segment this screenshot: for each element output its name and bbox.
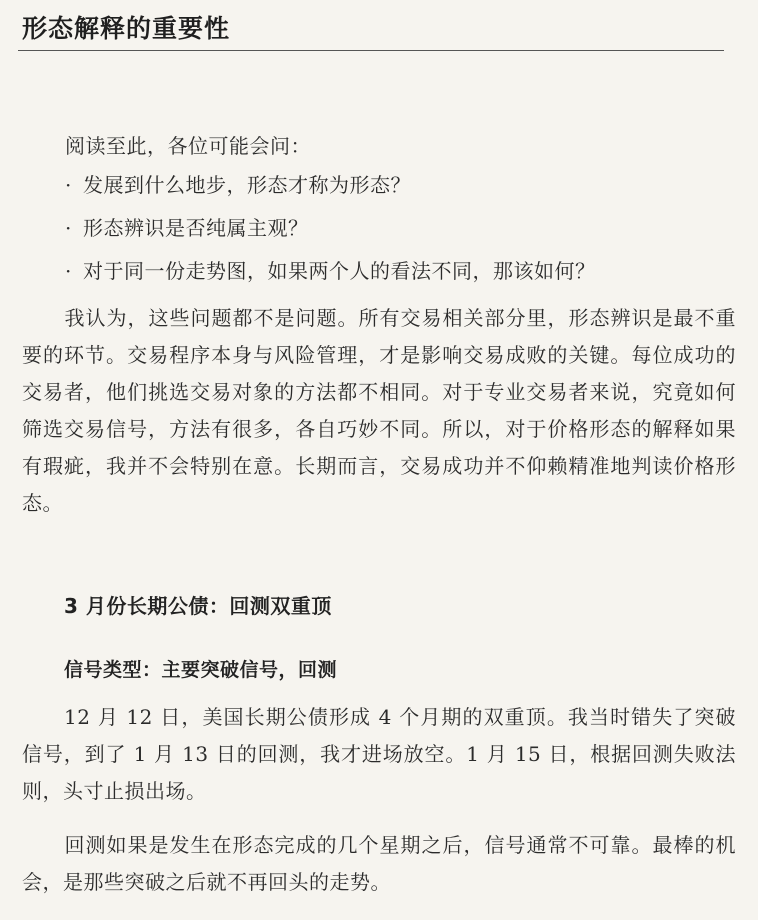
paragraph-2-text: 12 月 12 日，美国长期公债形成 4 个月期的双重顶。我当时错失了突破信号，到了 1 月 13 日的回测，我才进场放空。1 月 15 日，根据回测失败法则，头寸止损出场。 <box>22 705 736 803</box>
paragraph-3 <box>22 827 736 901</box>
paragraph-1 <box>22 300 736 522</box>
bullet-marker: · <box>65 216 72 240</box>
list-item <box>65 252 596 295</box>
list-item <box>65 209 596 252</box>
list-item <box>65 166 596 209</box>
title-underline <box>18 50 724 51</box>
bullet-marker: · <box>65 173 72 197</box>
bullet-marker: · <box>65 259 72 283</box>
question-text: 发展到什么地步，形态才称为形态？ <box>83 173 411 197</box>
paragraph-1-text: 我认为，这些问题都不是问题。所有交易相关部分里，形态辨识是最不重要的环节。交易程序本身与风险管理，才是影响交易成败的关键。每位成功的交易者，他们挑选交易对象的方法都不相同。对于专业交易者来说，究竟如何筛选交易信号，方法有很多，各自巧妙不同。所以，对于价格形态的解释如果有瑕疵，我并不会特别在意。长期而言，交易成功并不仰赖精准地判读价格形态。 <box>22 306 736 515</box>
paragraph-3-text: 回测如果是发生在形态完成的几个星期之后，信号通常不可靠。最棒的机会，是那些突破之后就不再回头的走势。 <box>22 833 736 894</box>
paragraph-2 <box>22 699 736 810</box>
intro-text: 阅读至此，各位可能会问： <box>65 134 311 158</box>
question-text: 形态辨识是否纯属主观？ <box>83 216 309 240</box>
question-text: 对于同一份走势图，如果两个人的看法不同，那该如何？ <box>83 259 596 283</box>
question-list <box>65 166 596 295</box>
subsection-title: 3 月份长期公债：回测双重顶 <box>64 594 332 618</box>
signal-type-label: 信号类型：主要突破信号，回测 <box>64 659 338 681</box>
section-title: 形态解释的重要性 <box>22 14 231 43</box>
